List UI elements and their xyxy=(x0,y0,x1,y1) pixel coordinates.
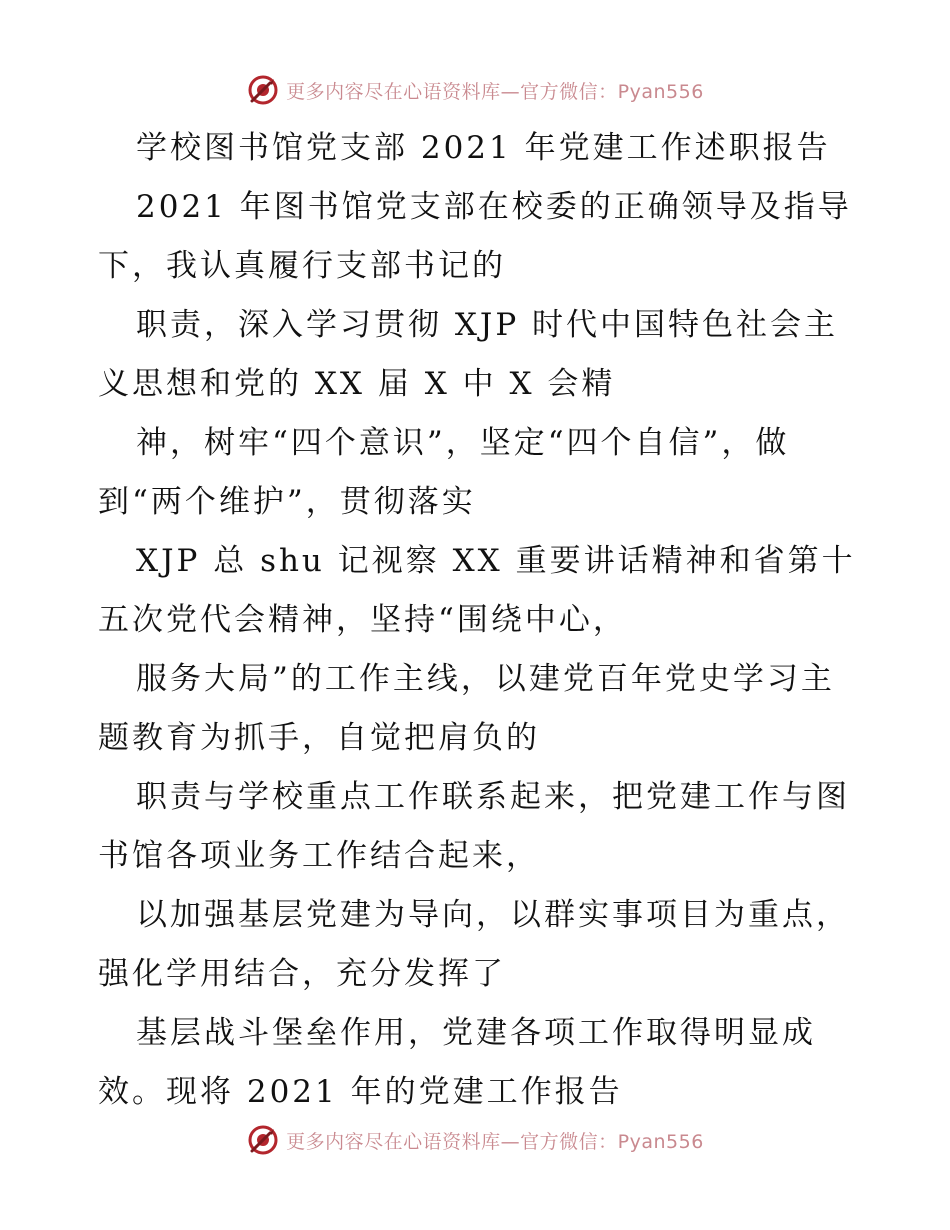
paragraph-line: 以加强基层党建为导向，以群实事项目为重点， xyxy=(136,897,850,933)
paragraph-line: 职责与学校重点工作联系起来，把党建工作与图 xyxy=(136,779,850,815)
paragraph-line: 五次党代会精神，坚持“围绕中心， xyxy=(98,602,627,638)
paragraph-line: 服务大局”的工作主线，以建党百年党史学习主 xyxy=(136,661,835,697)
paragraph-line: 基层战斗堡垒作用，党建各项工作取得明显成 xyxy=(136,1015,816,1051)
paragraph-line: 书馆各项业务工作结合起来， xyxy=(98,838,540,874)
paragraph-line: 职责，深入学习贯彻 XJP 时代中国特色社会主 xyxy=(136,307,839,343)
watermark-text: 更多内容尽在心语资料库—官方微信：Pyan556 xyxy=(286,1130,704,1153)
paragraph-line: 义思想和党的 XX 届 X 中 X 会精 xyxy=(98,366,616,402)
footer-watermark xyxy=(0,1120,950,1160)
paragraph-line: 题教育为抓手，自觉把肩负的 xyxy=(98,720,540,756)
watermark-text: 更多内容尽在心语资料库—官方微信：Pyan556 xyxy=(286,80,704,103)
paragraph-line: 强化学用结合，充分发挥了 xyxy=(98,956,506,992)
paragraph-line: 效。现将 2021 年的党建工作报告 xyxy=(98,1074,623,1110)
header-watermark xyxy=(0,70,950,110)
paragraph-line: 2021 年图书馆党支部在校委的正确领导及指导 xyxy=(136,189,852,225)
watermark-logo-icon xyxy=(246,73,280,107)
paragraph-line: 下，我认真履行支部书记的 xyxy=(98,248,506,284)
paragraph-line: XJP 总 shu 记视察 XX 重要讲话精神和省第十 xyxy=(136,543,856,579)
watermark-logo-icon xyxy=(246,1123,280,1157)
paragraph-line: 神，树牢“四个意识”，坚定“四个自信”，做 xyxy=(136,425,790,461)
paragraph-line: 到“两个维护”，贯彻落实 xyxy=(98,484,476,520)
document-title: 学校图书馆党支部 2021 年党建工作述职报告 xyxy=(136,130,831,166)
